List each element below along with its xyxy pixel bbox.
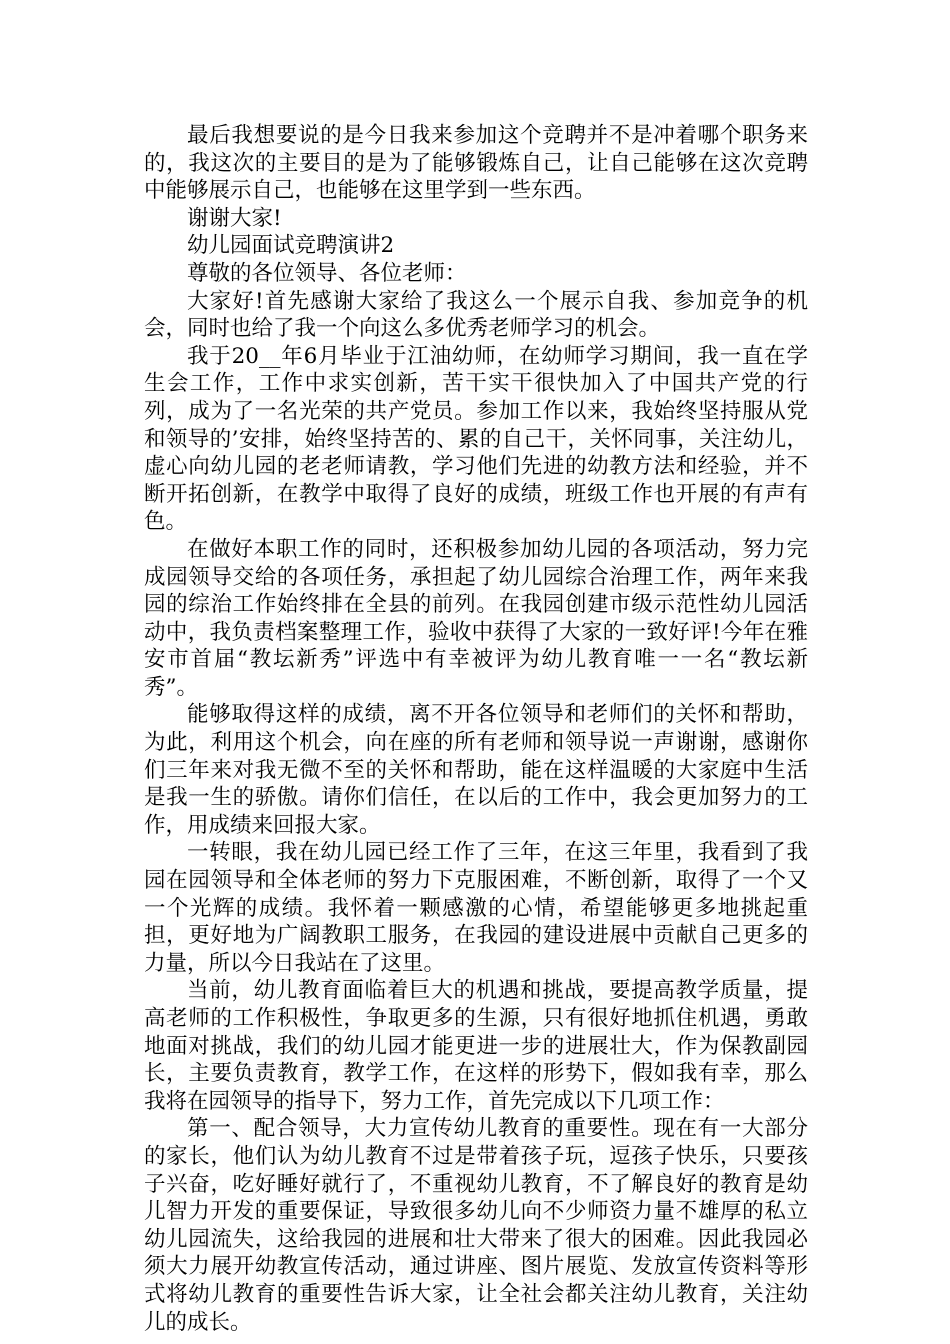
paragraph-closing-remark: 最后我想要说的是今日我来参加这个竞聘并不是冲着哪个职务来的，我这次的主要目的是为了能够锻炼自己，让自己能够在这次竞聘中能够展示自己，也能够在这里学到一些东西。 xyxy=(144,123,808,204)
paragraph-motivation: 一转眼，我在幼儿园已经工作了三年，在这三年里，我看到了我园在园领导和全体老师的努力下克服困难，不断创新，取得了一个又一个光辉的成绩。我怀着一颗感激的心情，希望能够更多地挑起重担，更好地为广阔教职工服务，在我园的建设进展中贡献自己更多的力量，所以今日我站在了这里。 xyxy=(144,840,808,976)
paragraph-achievements: 在做好本职工作的同时，还积极参加幼儿园的各项活动，努力完成园领导交给的各项任务，承担起了幼儿园综合治理工作，两年来我园的综治工作始终排在全县的前列。在我园创建市级示范性幼儿园活动中，我负责档案整理工作，验收中获得了大家的一致好评!今年在雅安市首届“教坛新秀”评选中有幸被评为幼儿教育唯一一名“教坛新秀”。 xyxy=(144,536,808,700)
paragraph-first-task: 第一、配合领导，大力宣传幼儿教育的重要性。现在有一大部分的家长，他们认为幼儿教育不过是带着孩子玩，逗孩子快乐，只要孩子兴奋，吃好睡好就行了，不重视幼儿教育，不了解良好的教育是幼儿智力开发的重要保证，导致很多幼儿向不少师资力量不雄厚的私立幼儿园流失，这给我园的进展和壮大带来了很大的困难。因此我园必须大力展开幼教宣传活动，通过讲座、图片展览、发放宣传资料等形式将幼儿教育的重要性告诉大家，让全社会都关注幼儿教育，关注幼儿的成长。 xyxy=(144,1116,808,1335)
salutation: 尊敬的各位领导、各位老师： xyxy=(187,260,467,286)
paragraph-challenges: 当前，幼儿教育面临着巨大的机遇和挑战，要提高教学质量，提高老师的工作积极性，争取更多的生源，只有很好地抓住机遇，勇敢地面对挑战，我们的幼儿园才能更进一步的进展壮大，作为保教副园长，主要负责教育，教学工作，在这样的形势下，假如我有幸，那么我将在园领导的指导下，努力工作，首先完成以下几项工作： xyxy=(144,978,808,1114)
section-title: 幼儿园面试竞聘演讲2 xyxy=(187,233,395,259)
document-page xyxy=(144,122,808,1336)
paragraph-greeting: 大家好!首先感谢大家给了我这么一个展示自我、参加竞争的机会，同时也给了我一个向这么多优秀老师学习的机会。 xyxy=(144,288,808,342)
paragraph-gratitude: 能够取得这样的成绩，离不开各位领导和老师们的关怀和帮助，为此，利用这个机会，向在座的所有老师和领导说一声谢谢，感谢你们三年来对我无微不至的关怀和帮助，能在这样温暖的大家庭中生活是我一生的骄傲。请你们信任，在以后的工作中，我会更加努力的工作，用成绩来回报大家。 xyxy=(144,702,808,838)
paragraph-thanks: 谢谢大家! xyxy=(187,205,282,231)
paragraph-background: 我于20__年6月毕业于江油幼师，在幼师学习期间，我一直在学生会工作，工作中求实创新，苦干实干很快加入了中国共产党的行列，成为了一名光荣的共产党员。参加工作以来，我始终坚持服从党和领导的’安排，始终坚持苦的、累的自己干，关怀同事，关注幼儿，虚心向幼儿园的老老师请教，学习他们先进的幼教方法和经验，并不断开拓创新，在教学中取得了良好的成绩，班级工作也开展的有声有色。 xyxy=(144,343,808,535)
